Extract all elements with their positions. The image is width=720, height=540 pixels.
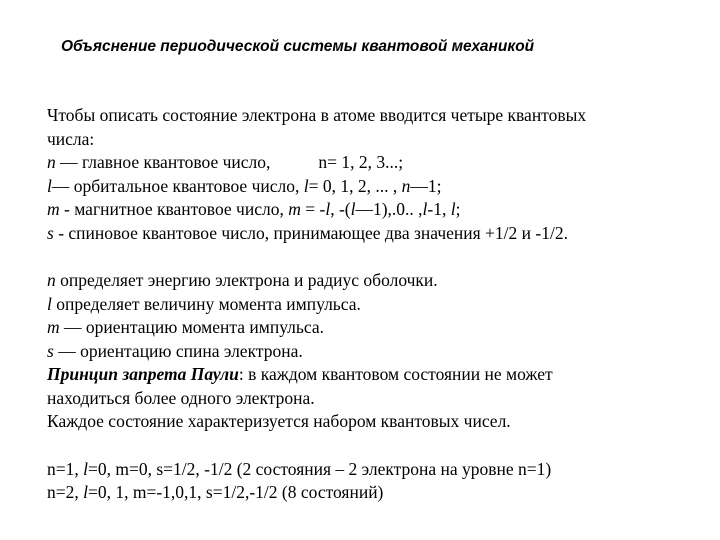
slide-title: Объяснение периодической системы квантовой механикой	[61, 38, 535, 55]
meaning-n-text: определяет энергию электрона и радиус оболочки.	[55, 270, 438, 290]
qn-m-values-end: ;	[455, 199, 461, 219]
slide-body	[47, 104, 707, 505]
pauli-text: : в каждом квантовом состоянии не может	[238, 364, 553, 384]
example-line-2	[47, 481, 707, 505]
qn-l-values-text: = 0, 1, 2, ... ,	[308, 175, 402, 196]
qn-n-desc: — главное квантовое число,	[55, 152, 271, 172]
intro-line-2: числа:	[47, 128, 95, 149]
qn-s-symbol: s	[47, 222, 54, 243]
spacer	[47, 245, 707, 269]
example-2-rest: =0, 1, m=-1,0,1, s=1/2,-1/2 (8 состояний)	[88, 482, 384, 502]
meaning-n-line	[47, 269, 707, 293]
qn-m-values-sep2: —1),.0.. ,	[355, 199, 423, 219]
qn-m-values-sep1: , -(	[330, 199, 351, 219]
meaning-s-symbol: s	[47, 340, 54, 361]
meaning-l-symbol: l	[47, 293, 52, 314]
meaning-l-line	[47, 293, 707, 317]
qn-m-symbol: m	[47, 199, 60, 219]
qn-l-values-end: —1;	[410, 175, 442, 196]
qn-m-values-l4: l	[450, 199, 456, 219]
qn-m-values-sep3: -1,	[427, 199, 451, 219]
meaning-s-line	[47, 340, 707, 364]
qn-s-desc: - спиновое квантовое число, принимающее два значения +1/2 и -1/2.	[53, 222, 568, 243]
qn-m-values-eq: = -	[300, 199, 326, 219]
pauli-line-1	[47, 363, 707, 387]
pauli-label: Принцип запрета Паули	[47, 364, 239, 384]
qn-l-symbol: l	[47, 175, 52, 196]
example-1-rest: =0, m=0, s=1/2, -1/2 (2 состояния – 2 электрона на уровне n=1)	[88, 458, 552, 479]
example-line-1	[47, 458, 707, 482]
qn-m-values-l3: l	[422, 199, 428, 219]
qn-m-values-l1: l	[325, 199, 331, 219]
example-1-l-symbol: l	[83, 458, 88, 479]
qn-n-symbol: n	[47, 152, 56, 172]
qn-l-values-n: n	[401, 175, 411, 196]
spacer	[47, 434, 707, 458]
qn-l-values-var: l	[303, 175, 309, 196]
state-line: Каждое состояние характеризуется набором квантовых чисел.	[47, 411, 511, 431]
pauli-line-2: находиться более одного электрона.	[47, 387, 315, 408]
example-2-l-symbol: l	[83, 482, 88, 502]
qn-m-line	[47, 198, 707, 222]
qn-l-line	[47, 175, 707, 199]
meaning-m-text: — ориентацию момента импульса.	[59, 317, 325, 337]
qn-m-desc: - магнитное квантовое число,	[59, 199, 289, 219]
qn-n-values: n= 1, 2, 3...;	[318, 152, 404, 172]
qn-m-values-l2: l	[350, 199, 356, 219]
meaning-l-text: определяет величину момента импульса.	[51, 293, 361, 314]
meaning-n-symbol: n	[47, 270, 56, 290]
example-2-n: n=2,	[47, 482, 84, 502]
example-1-n: n=1,	[47, 458, 84, 479]
qn-s-line	[47, 222, 707, 246]
qn-m-values-var: m	[288, 199, 301, 219]
qn-n-line	[47, 151, 707, 175]
intro-line-1: Чтобы описать состояние электрона в атоме вводится четыре квантовых	[47, 105, 587, 125]
qn-l-desc: — орбитальное квантовое число,	[51, 175, 304, 196]
meaning-s-text: — ориентацию спина электрона.	[53, 340, 303, 361]
meaning-m-line	[47, 316, 707, 340]
meaning-m-symbol: m	[47, 317, 60, 337]
